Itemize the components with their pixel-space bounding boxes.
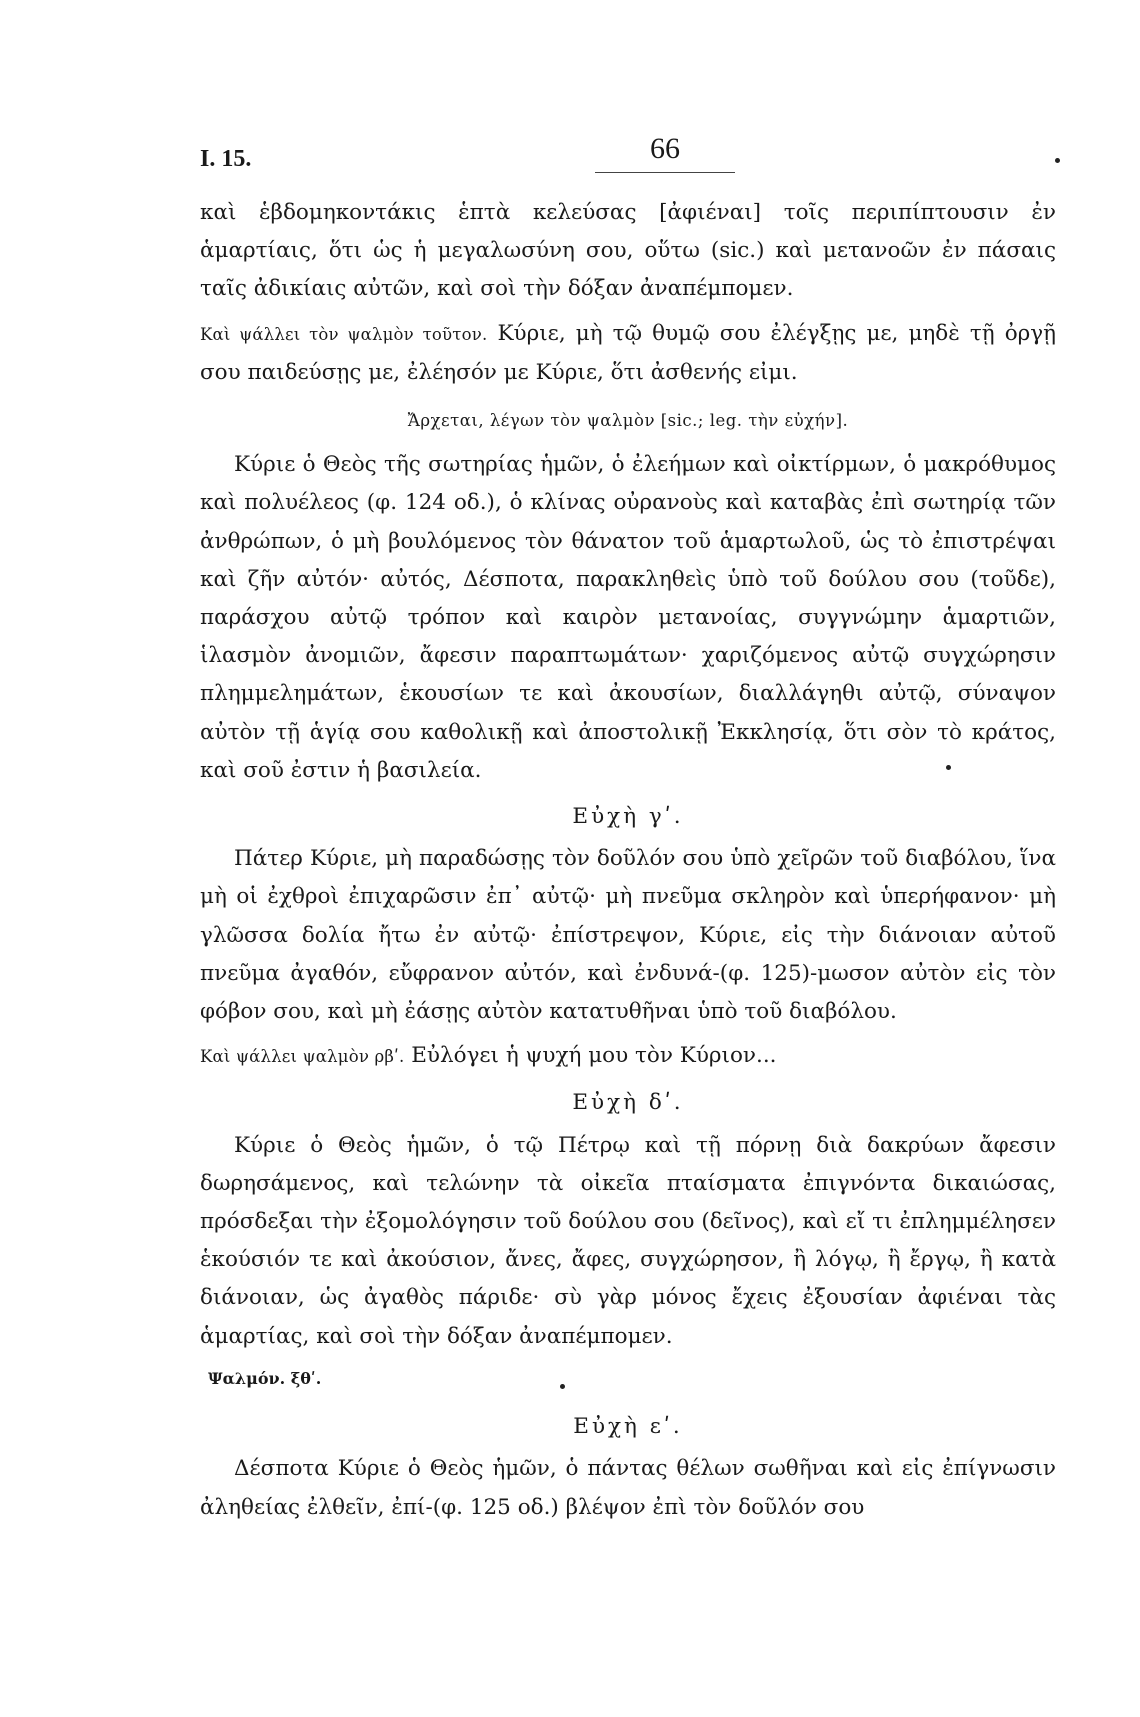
rubric-text: Καὶ ψάλλει ψαλμὸν ρβʹ.	[200, 1047, 405, 1067]
prayer-paragraph: Πάτερ Κύριε, μὴ παραδώσῃς τὸν δοῦλόν σου ὑπὸ χεῖρῶν τοῦ διαβόλου, ἵνα μὴ οἱ ἐχθροὶ ἐπιχαρῶσιν ἐπ᾽ αὐτῷ· μὴ πνεῦμα σκληρὸν καὶ ὑπερήφανον· μὴ γλῶσσα δολία ἤτω ἐν αὐτῷ· ἐπίστρεψον, Κύριε, εἰς τὴν διάνοιαν αὐτοῦ πνεῦμα ἀγαθόν, εὔφρανον αὐτόν, καὶ ἐνδυνά-(φ. 125)-μωσον αὐτὸν εἰς τὸν φόβον σου, καὶ μὴ ἐάσῃς αὐτὸν κατατυθῆναι ὑπὸ τοῦ διαβόλου.	[200, 846, 1056, 1025]
paragraph-continuation: καὶ ἑβδομηκοντάκις ἑπτὰ κελεύσας [ἀφιέναι] τοῖς περιπίπτουσιν ἐν ἁμαρτίαις, ὅτι ὡς ἡ μεγαλωσύνη σου, οὕτω (sic.) καὶ μετανοῶν ἐν πάσαις ταῖς ἀδικίαις αὐτῶν, καὶ σοὶ τὴν δόξαν ἀναπέμπομεν.	[200, 200, 1056, 302]
prayer-heading-3: Εὐχὴ γʹ.	[572, 804, 684, 830]
prayer-heading-4: Εὐχὴ δʹ.	[572, 1090, 684, 1116]
signature-mark: I. 15.	[200, 146, 252, 172]
prayer-paragraph: Κύριε ὁ Θεὸς τῆς σωτηρίας ἡμῶν, ὁ ἐλεήμων καὶ οἰκτίρμων, ὁ μακρόθυμος καὶ πολυέλεος (φ. 124 οδ.), ὁ κλίνας οὐρανοὺς καὶ καταβὰς ἐπὶ σωτηρίᾳ τῶν ἀνθρώπων, ὁ μὴ βουλόμενος τὸν θάνατον τοῦ ἁμαρτωλοῦ, ὡς τὸ ἐπιστρέψαι καὶ ζῆν αὐτόν· αὐτός, Δέσποτα, παρακληθεὶς ὑπὸ τοῦ δούλου σου (τοῦδε), παράσχου αὐτῷ τρόπον καὶ καιρὸν μετανοίας, συγγνώμην ἁμαρτιῶν, ἱλασμὸν ἀνομιῶν, ἄφεσιν παραπτωμάτων· χαριζόμενος αὐτῷ συγχώρησιν πλημμελημάτων, ἑκουσίων τε καὶ ἀκουσίων, διαλλάγηθι αὐτῷ, σύναψον αὐτὸν τῇ ἁγίᾳ σου καθολικῇ καὶ ἀποστολικῇ Ἐκκλησίᾳ, ὅτι σὸν τὸ κράτος, καὶ σοῦ ἐστιν ἡ βασιλεία.	[200, 452, 1056, 783]
page-header	[200, 132, 1060, 192]
psalm-incipit: Εὐλόγει ἡ ψυχή μου τὸν Κύριον...	[411, 1043, 777, 1069]
page-number: 66	[650, 132, 680, 165]
stray-mark	[946, 765, 951, 770]
psalm-mark: Ψαλμόν. ξθʹ.	[208, 1368, 322, 1388]
stray-mark	[560, 1384, 565, 1389]
psalm-incipit: Κύριε, μὴ τῷ θυμῷ σου ἐλέγξῃς με, μηδὲ τῇ ὀργῇ σου παιδεύσῃς με, ἐλέησόν με Κύριε, ὅτι ἀσθενής εἰμι.	[200, 320, 1057, 385]
prayer-paragraph: Δέσποτα Κύριε ὁ Θεὸς ἡμῶν, ὁ πάντας θέλων σωθῆναι καὶ εἰς ἐπίγνωσιν ἀληθείας ἐλθεῖν, ἐπί-(φ. 125 οδ.) βλέψον ἐπὶ τὸν δοῦλόν σου	[200, 1456, 1056, 1520]
prayer-heading-5: Εὐχὴ εʹ.	[573, 1414, 683, 1440]
rubric-text: Καὶ ψάλλει τὸν ψαλμὸν τοῦτον.	[200, 324, 488, 344]
prayer-paragraph: Κύριε ὁ Θεὸς ἡμῶν, ὁ τῷ Πέτρῳ καὶ τῇ πόρνῃ διὰ δακρύων ἄφεσιν δωρησάμενος, καὶ τελώνην τὰ οἰκεῖα πταίσματα ἐπιγνόντα δικαιώσας, πρόσδεξαι τὴν ἐξομολόγησιν τοῦ δούλου σου (δεῖνος), καὶ εἴ τι ἐπλημμέλησεν ἑκούσιόν τε καὶ ἀκούσιον, ἄνες, ἄφες, συγχώρησον, ἢ λόγῳ, ἢ ἔργῳ, ἢ κατὰ διάνοιαν, ὡς ἀγαθὸς πάριδε· σὺ γὰρ μόνος ἔχεις ἐξουσίαν ἀφιέναι τὰς ἁμαρτίας, καὶ σοὶ τὴν δόξαν ἀναπέμπομεν.	[200, 1132, 1056, 1349]
psalm-rubric-paragraph	[200, 1037, 1056, 1076]
page-body	[200, 194, 1056, 1527]
header-dot	[1055, 158, 1060, 163]
page-number-rule	[595, 172, 735, 173]
psalm-rubric-paragraph	[200, 315, 1056, 392]
rubric-begins: Ἄρχεται, λέγων τὸν ψαλμὸν [sic.; leg. τὴν εὐχήν].	[407, 411, 849, 431]
